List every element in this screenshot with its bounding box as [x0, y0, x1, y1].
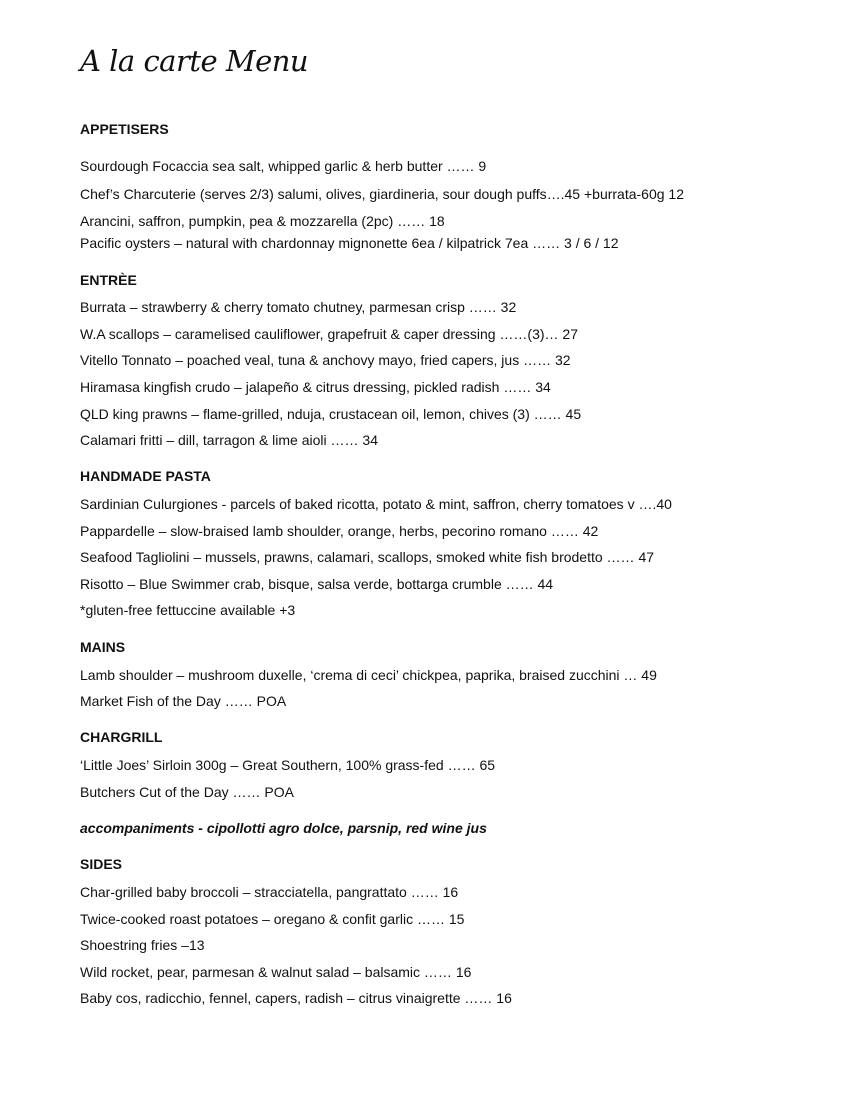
section-heading-mains: MAINS — [80, 639, 126, 655]
section-heading-entree: ENTRÈE — [80, 272, 137, 288]
section-heading-pasta: HANDMADE PASTA — [80, 468, 211, 484]
accompaniments-note: accompaniments - cipollotti agro dolce, parsnip, red wine jus — [80, 820, 487, 836]
menu-item: Lamb shoulder – mushroom duxelle, ‘crema di ceci’ chickpea, paprika, braised zucchini … 49 — [80, 667, 657, 683]
menu-item: Chef’s Charcuterie (serves 2/3) salumi, olives, giardineria, sour dough puffs….45 +burrata-60g 12 — [80, 186, 684, 202]
menu-item: Baby cos, radicchio, fennel, capers, radish – citrus vinaigrette …… 16 — [80, 990, 512, 1006]
menu-item: ‘Little Joes’ Sirloin 300g – Great Southern, 100% grass-fed …… 65 — [80, 757, 496, 773]
menu-item: Arancini, saffron, pumpkin, pea & mozzarella (2pc) …… 18 — [80, 213, 445, 229]
menu-item: Sourdough Focaccia sea salt, whipped garlic & herb butter …… 9 — [80, 158, 487, 174]
menu-item: Hiramasa kingfish crudo – jalapeño & citrus dressing, pickled radish …… 34 — [80, 379, 551, 395]
menu-item: Seafood Tagliolini – mussels, prawns, calamari, scallops, smoked white fish brodetto …… 47 — [80, 549, 655, 565]
menu-item: Calamari fritti – dill, tarragon & lime aioli …… 34 — [80, 432, 378, 448]
menu-item: Market Fish of the Day …… POA — [80, 693, 287, 709]
section-heading-sides: SIDES — [80, 856, 123, 872]
menu-item: Sardinian Culurgiones - parcels of baked ricotta, potato & mint, saffron, cherry tomatoes v ….40 — [80, 496, 672, 512]
menu-item: Wild rocket, pear, parmesan & walnut salad – balsamic …… 16 — [80, 964, 472, 980]
menu-item: *gluten-free fettuccine available +3 — [80, 602, 296, 618]
menu-item: W.A scallops – caramelised cauliflower, grapefruit & caper dressing ……(3)… 27 — [80, 326, 578, 342]
menu-item: Butchers Cut of the Day …… POA — [80, 784, 294, 800]
section-heading-appetisers: APPETISERS — [80, 121, 169, 137]
menu-item: Risotto – Blue Swimmer crab, bisque, salsa verde, bottarga crumble …… 44 — [80, 576, 554, 592]
menu-item: Pacific oysters – natural with chardonnay mignonette 6ea / kilpatrick 7ea …… 3 / 6 / 12 — [80, 235, 619, 251]
menu-item: Vitello Tonnato – poached veal, tuna & anchovy mayo, fried capers, jus …… 32 — [80, 352, 571, 368]
menu-item: Char-grilled baby broccoli – stracciatella, pangrattato …… 16 — [80, 884, 459, 900]
menu-item: Shoestring fries –13 — [80, 937, 205, 953]
menu-item: Burrata – strawberry & cherry tomato chutney, parmesan crisp …… 32 — [80, 299, 517, 315]
section-heading-chargrill: CHARGRILL — [80, 729, 163, 745]
menu-item: QLD king prawns – flame-grilled, nduja, crustacean oil, lemon, chives (3) …… 45 — [80, 406, 582, 422]
menu-item: Twice-cooked roast potatoes – oregano & confit garlic …… 15 — [80, 911, 465, 927]
menu-item: Pappardelle – slow-braised lamb shoulder, orange, herbs, pecorino romano …… 42 — [80, 523, 599, 539]
menu-title: A la carte Menu — [80, 44, 309, 78]
